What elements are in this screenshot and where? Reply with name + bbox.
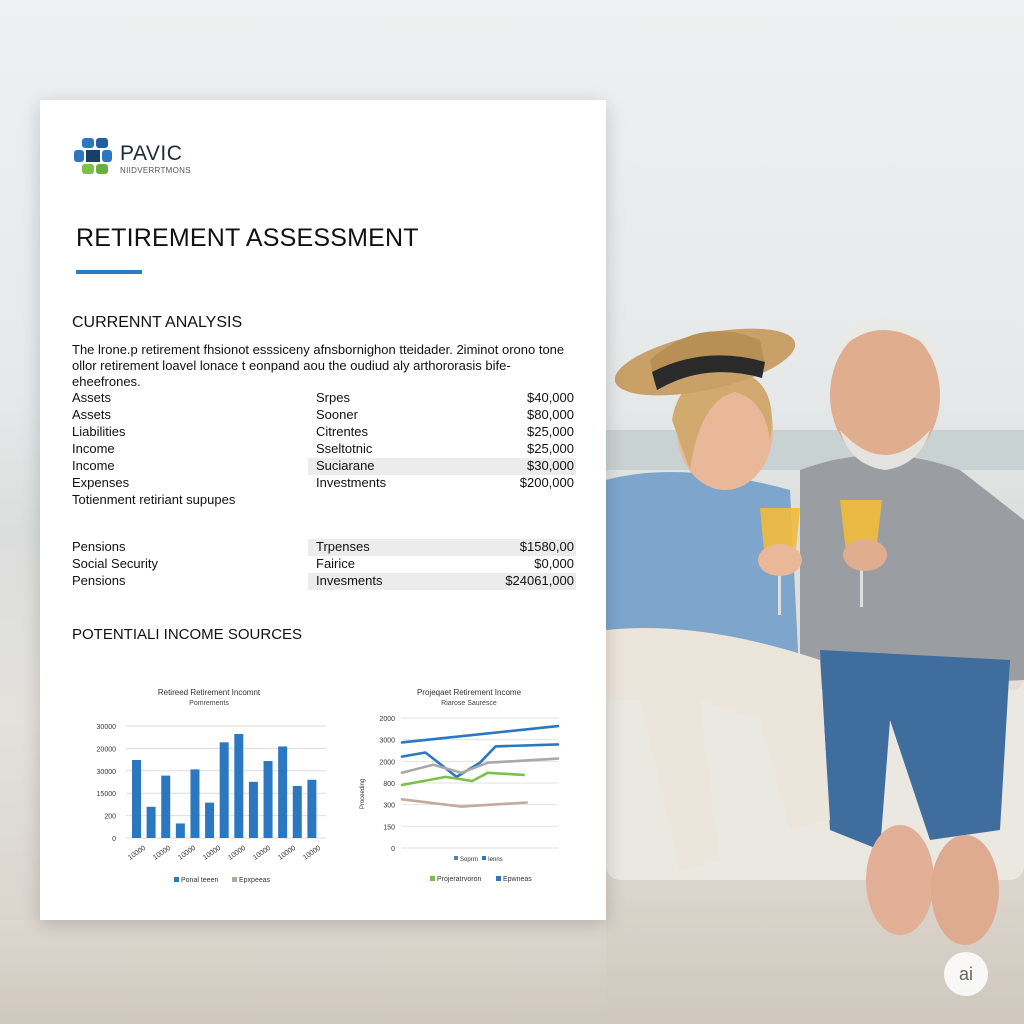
table-row [72,458,574,475]
x-tick-label: 10000 [202,844,223,862]
current-analysis-heading: CURRENNT ANALYSIS [72,314,243,331]
row-label: Income [72,458,115,473]
row-label: Income [72,441,115,456]
row-category: Suciarane [316,458,375,473]
bar-chart-canvas [84,684,334,884]
row-category: Invesments [316,573,383,588]
row-value: $80,000 [527,407,574,422]
y-tick-label: 15000 [96,791,116,799]
title-underline [76,270,142,274]
legend-swatch [232,877,237,882]
y-tick-label: 2000 [379,716,395,723]
table-row [72,390,574,407]
row-label: Pensions [72,573,126,588]
analysis-note-text: Totienment retiriant supupes [72,492,236,507]
line-chart-title: Projeqaet Retirement Income [416,688,522,697]
y-tick-label: 30000 [96,724,116,731]
y-tick-label: 30000 [96,768,116,776]
table-row [72,475,574,492]
bar [293,786,302,838]
series-line-tan [402,799,527,806]
x-tick-label: 10000 [277,844,298,862]
series-line-grey [402,759,558,773]
bar [205,803,214,838]
bar [278,746,287,838]
y-tick-label: 0 [112,836,116,843]
bar [190,769,199,838]
x-tick-label: 10000 [127,844,148,862]
legend-swatch [430,876,435,881]
table-row [72,424,574,441]
y-tick-label: 3000 [379,737,395,745]
table-row [72,539,574,556]
row-category: Fairice [316,556,356,571]
legend-label: Ponal teeen [181,877,219,884]
bar [264,761,273,838]
row-category: Srpes [316,390,350,405]
analysis-paragraph: The lrone.p retirement fhsionot esssiceny afnsbornighon tteidader. 2iminot orono tone ollor retirement loavel lonace t eonpand aou the oudiud aly arthororasis bife-eheefrones. [72,342,565,389]
row-value: $0,000 [534,556,574,571]
bar [132,760,141,838]
y-axis-label: Proceeding [360,778,366,810]
brand-subtitle: NIIDVERRTMONS [120,166,191,175]
legend-label: Soprrn [460,857,479,863]
legend-label: Epwneas [503,876,532,883]
bar-chart-title: Retireed Retirement Incomnt [157,688,261,697]
row-value: $25,000 [527,424,574,439]
x-tick-label: 10000 [177,844,198,862]
ai-watermark-badge: ai [944,952,988,996]
legend-label: Ienns [488,857,503,863]
row-label: Pensions [72,539,126,554]
row-value: $25,000 [527,441,574,456]
legend-swatch [496,876,501,881]
row-label: Expenses [72,475,130,490]
income-bar-chart [84,684,334,884]
retirement-assessment-document [40,100,606,920]
potential-income-heading: POTENTIALI INCOME SOURCES [72,626,303,643]
page-title: RETIREMENT ASSESSMENT [76,224,419,252]
y-tick-label: 800 [383,781,395,788]
row-value: $40,000 [527,390,574,405]
legend-swatch [454,856,458,860]
y-tick-label: 0 [391,846,395,853]
y-tick-label: 20000 [96,746,116,754]
row-category: Trpenses [316,539,370,554]
row-category: Citrentes [316,424,369,439]
analysis-note [72,492,574,509]
x-tick-label: 10000 [227,844,248,862]
line-chart-subtitle: Riarose Sauresce [441,700,497,707]
table-row [72,573,574,590]
row-label: Liabilities [72,424,126,439]
x-tick-label: 10000 [252,844,273,862]
legend-label: Projeratrvoron [437,876,482,883]
row-value: $1580,00 [519,539,574,554]
row-value: $30,000 [527,458,574,473]
x-tick-label: 10000 [152,844,173,862]
bar [234,734,243,838]
row-label: Assets [72,407,112,422]
row-value: $24061,000 [505,573,574,588]
row-category: Investments [316,475,387,490]
y-tick-label: 2000 [379,759,395,767]
table-row [72,556,574,573]
line-chart-canvas [358,684,580,884]
table-row [72,441,574,458]
y-tick-label: 300 [383,802,395,810]
brand-logo-icon [74,138,114,178]
brand-name: PAVIC [120,142,183,165]
legend-swatch [482,856,486,860]
bar-chart-subtitle: Pomrements [189,700,229,707]
bar [220,742,229,838]
row-category: Sooner [316,407,358,422]
table-row [72,407,574,424]
legend-swatch [174,877,179,882]
x-tick-label: 10000 [302,844,323,862]
y-tick-label: 150 [383,824,395,832]
legend-label: Epxpeeas [239,877,271,884]
row-category: Sseltotnic [316,441,373,456]
bar [147,807,156,838]
bar [176,823,185,838]
bar [161,776,170,838]
row-value: $200,000 [519,475,574,490]
bar [249,782,258,838]
bar [307,780,316,838]
income-line-chart [358,684,580,884]
row-label: Assets [72,390,112,405]
y-tick-label: 200 [104,813,116,821]
row-label: Social Security [72,556,158,571]
